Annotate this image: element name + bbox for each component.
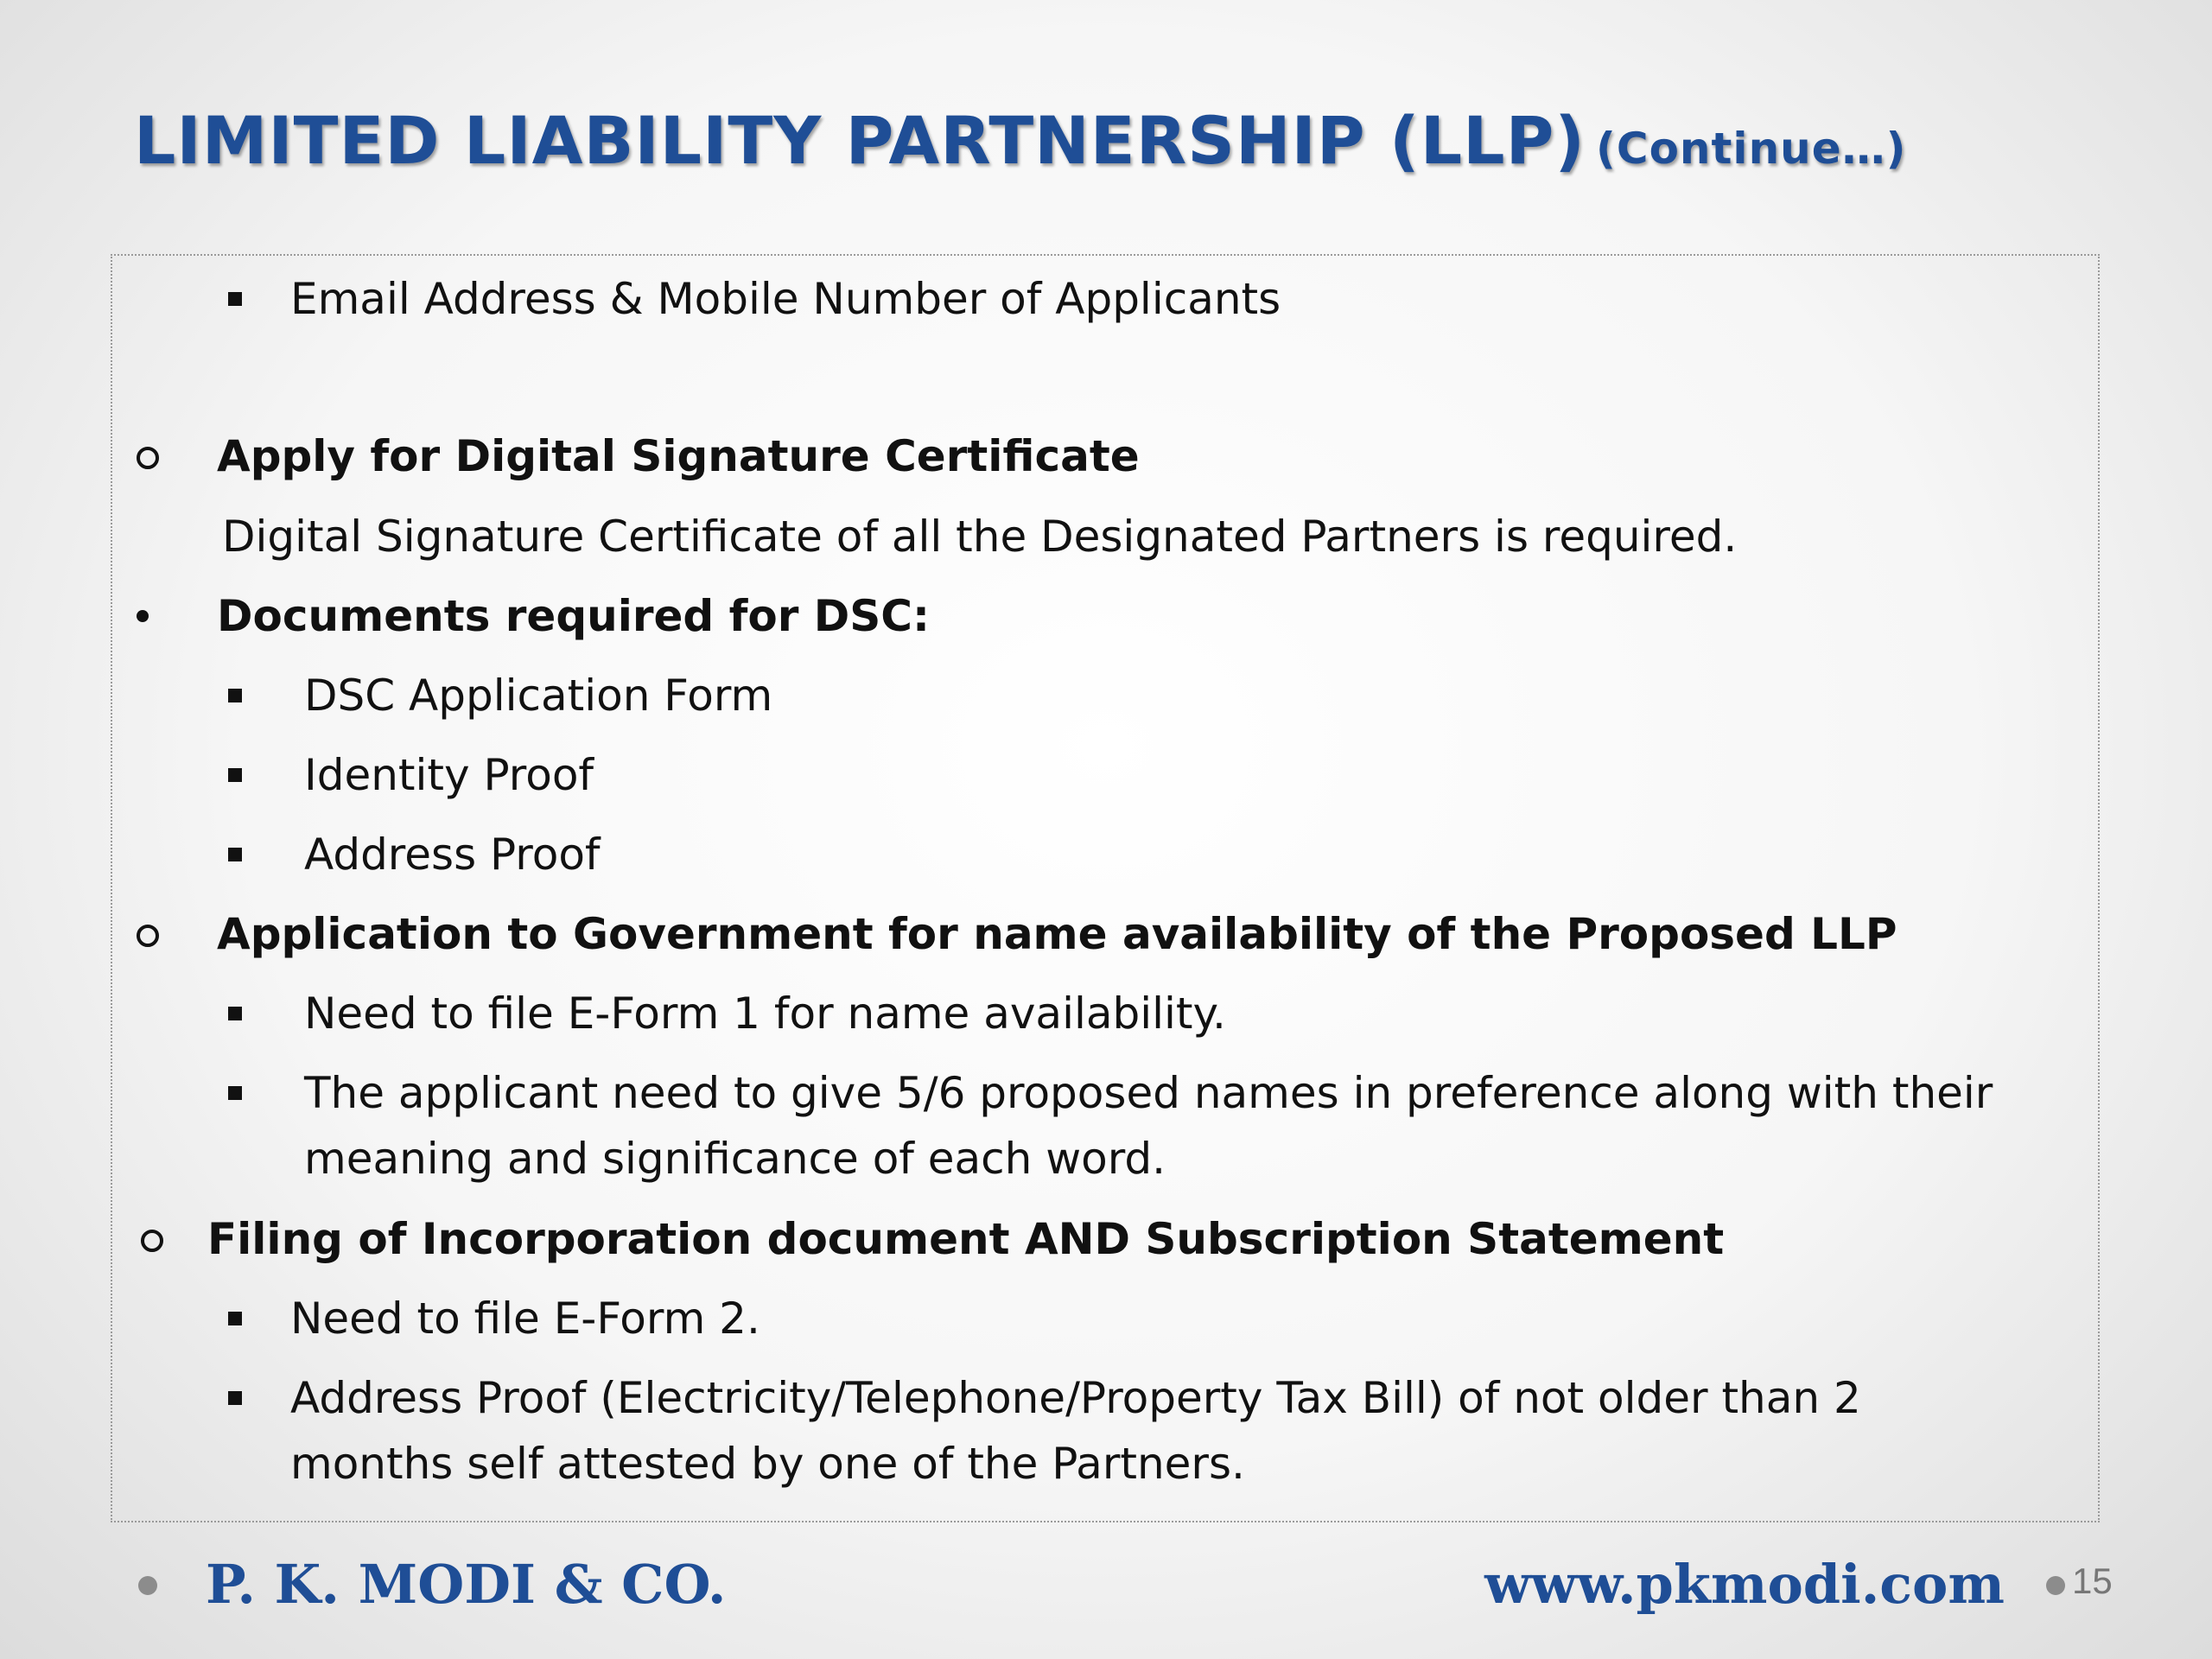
list-item-text: The applicant need to give 5/6 proposed names in preference along with their meaning and significance of each word. <box>304 1068 1993 1184</box>
page-bullet-icon <box>2046 1576 2065 1595</box>
square-bullet-icon <box>228 1007 242 1020</box>
list-item-text: Address Proof <box>304 830 601 880</box>
list-item-text: DSC Application Form <box>304 671 773 721</box>
section-heading-text: Filing of Incorporation document AND Subscription Statement <box>207 1214 1725 1264</box>
circle-bullet-icon <box>137 447 159 469</box>
footer-website: www.pkmodi.com <box>1484 1553 2005 1616</box>
list-item-text: Need to file E-Form 2. <box>290 1294 760 1344</box>
square-bullet-icon <box>228 768 242 782</box>
slide-title-main: LIMITED LIABILITY PARTNERSHIP (LLP) <box>134 102 1586 179</box>
square-bullet-icon <box>228 1312 242 1325</box>
square-bullet-icon <box>228 689 242 702</box>
content-box <box>111 254 2100 1522</box>
section-heading-text: Application to Government for name availability of the Proposed LLP <box>217 909 1897 959</box>
paragraph-text: Digital Signature Certificate of all the Designated Partners is required. <box>222 512 1738 562</box>
square-bullet-icon <box>228 1086 242 1100</box>
circle-bullet-icon <box>137 925 159 947</box>
page-number: 15 <box>2072 1560 2113 1601</box>
slide-title-suffix: (Continue…) <box>1596 124 1907 174</box>
list-item-text: Need to file E-Form 1 for name availability. <box>304 988 1226 1039</box>
square-bullet-icon <box>228 1391 242 1405</box>
footer-bullet-icon <box>138 1576 157 1595</box>
list-item-text: Identity Proof <box>304 750 594 800</box>
square-bullet-icon <box>228 292 242 306</box>
footer-company-name: P. K. MODI & CO. <box>206 1553 727 1616</box>
circle-bullet-icon <box>141 1230 163 1252</box>
square-bullet-icon <box>228 848 242 861</box>
section-heading-text: Apply for Digital Signature Certificate <box>217 431 1140 481</box>
slide-title <box>134 102 1907 179</box>
section-heading-text: Documents required for DSC: <box>217 591 930 641</box>
dot-bullet-icon <box>137 610 149 622</box>
list-item-text: Email Address & Mobile Number of Applicants <box>290 274 1281 324</box>
list-item-text: Address Proof (Electricity/Telephone/Property Tax Bill) of not older than 2 months self attested by one of the Partners. <box>290 1373 1861 1489</box>
